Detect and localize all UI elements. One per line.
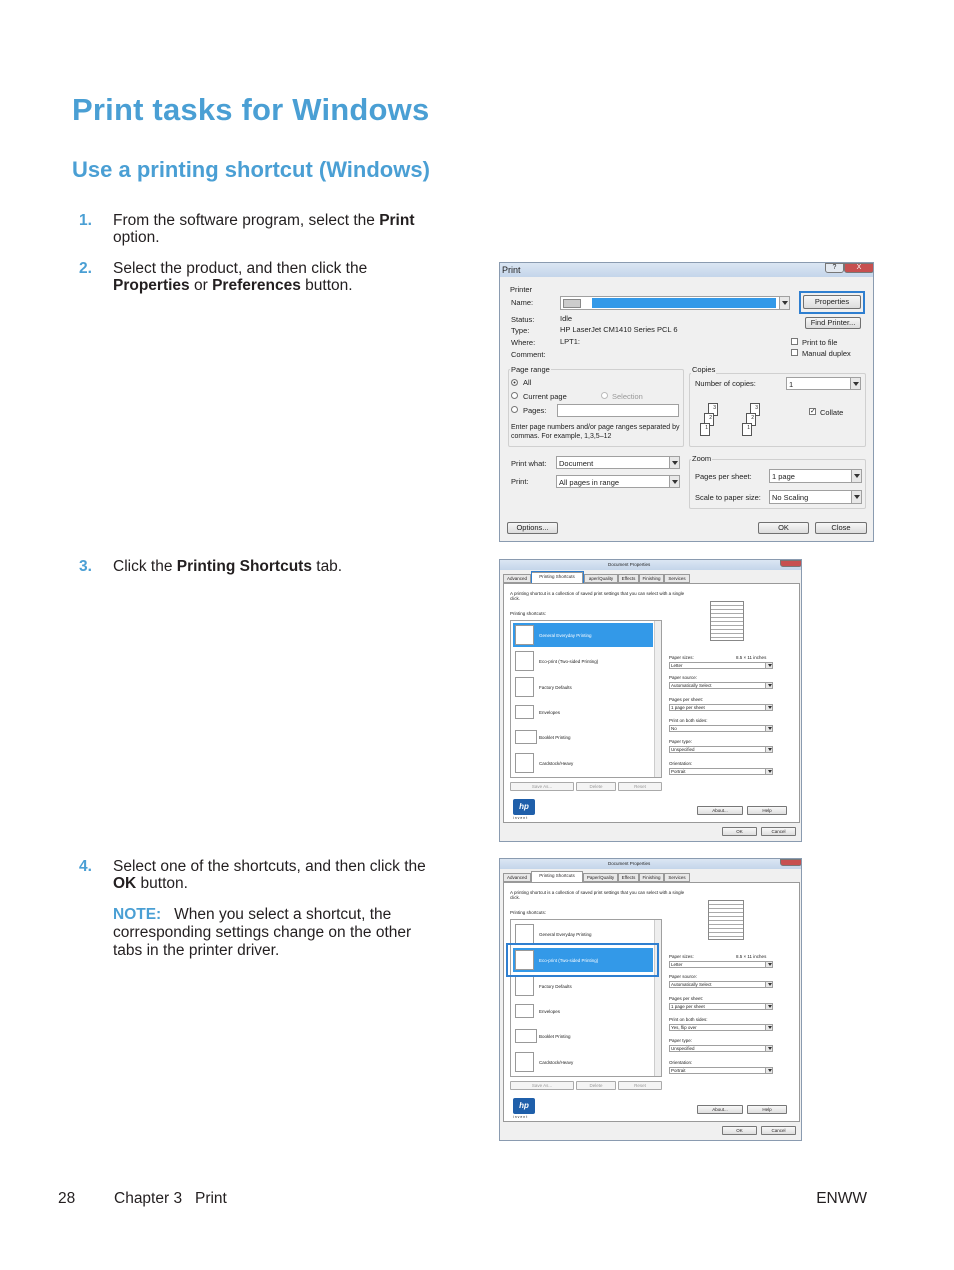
list-item[interactable]: Factory Defaults <box>513 675 653 699</box>
list-item[interactable]: Eco-print (Two-sided Printing) <box>513 948 653 972</box>
footer-right: ENWW <box>816 1190 867 1207</box>
dialog-title: Print <box>502 265 521 275</box>
pages-radio[interactable] <box>511 406 518 413</box>
paper-sizes-dim: 8.5 × 11 inches <box>736 954 767 959</box>
type-label: Type: <box>511 326 530 335</box>
orientation-select[interactable]: Portrait <box>669 1067 773 1074</box>
collate-page-icon: 2 <box>746 413 756 426</box>
orientation-label: Orientation: <box>669 1060 693 1065</box>
cancel-button[interactable]: Cancel <box>761 1126 796 1135</box>
chevron-down-icon <box>765 769 772 774</box>
paper-sizes-dim: 8.5 × 11 inches <box>736 655 767 660</box>
both-sides-select[interactable]: No <box>669 725 773 732</box>
selection-radio[interactable] <box>601 392 608 399</box>
scrollbar[interactable] <box>654 621 661 777</box>
document-icon <box>515 753 534 773</box>
pages-input[interactable] <box>557 404 679 417</box>
chevron-down-icon <box>851 470 861 482</box>
list-item[interactable]: Envelopes <box>513 999 653 1023</box>
step-number: 3. <box>79 558 92 575</box>
tab-printing-shortcuts[interactable]: Printing Shortcuts <box>531 572 583 583</box>
chevron-down-icon <box>765 1004 772 1009</box>
all-label: All <box>523 378 532 387</box>
paper-source-select[interactable]: Automatically Select <box>669 981 773 988</box>
print-what-select[interactable] <box>556 456 680 469</box>
status-label: Status: <box>511 315 535 324</box>
help-button[interactable]: Help <box>747 806 787 815</box>
copies-stepper[interactable] <box>786 377 861 390</box>
close-icon[interactable] <box>780 859 802 866</box>
chevron-down-icon <box>765 726 772 731</box>
intro-text: A printing shortcut is a collection of saved print settings that you can select with a single click. <box>510 890 685 900</box>
shortcuts-label: Printing shortcuts: <box>510 611 547 616</box>
both-sides-label: Print on both sides: <box>669 1017 708 1022</box>
chevron-down-icon <box>765 1068 772 1073</box>
page-range-label: Page range <box>511 365 550 374</box>
chevron-down-icon <box>765 663 772 668</box>
save-as-button[interactable]: Save As... <box>510 1081 574 1090</box>
list-item[interactable]: General Everyday Printing <box>513 922 653 946</box>
reset-button[interactable]: Reset <box>618 782 662 791</box>
spinner-icon[interactable] <box>850 378 860 389</box>
hp-invent: i n v e n t <box>513 816 528 820</box>
pages-per-sheet-label: Pages per sheet: <box>669 697 704 702</box>
collate-page-icon: 1 <box>742 423 752 436</box>
page-title: Print tasks for Windows <box>72 92 430 127</box>
chevron-down-icon <box>765 1046 772 1051</box>
dialog-title: Document Properties <box>608 562 651 567</box>
hp-logo: hp <box>513 799 535 815</box>
help-button[interactable]: Help <box>747 1105 787 1114</box>
pages-per-sheet-select[interactable]: 1 page per sheet <box>669 1003 773 1010</box>
where-label: Where: <box>511 338 536 347</box>
reset-button[interactable]: Reset <box>618 1081 662 1090</box>
name-label: Name: <box>511 298 534 307</box>
list-item[interactable]: Eco-print (Two-sided Printing) <box>513 649 653 673</box>
list-item[interactable]: Booklet Printing <box>513 1024 653 1048</box>
document-icon <box>515 625 534 645</box>
printer-select[interactable] <box>560 296 790 310</box>
booklet-icon <box>515 1029 537 1043</box>
tab-effects[interactable]: Effects <box>618 574 639 583</box>
envelope-icon <box>515 705 534 719</box>
chevron-down-icon <box>765 1025 772 1030</box>
print-value: All pages in range <box>559 478 620 487</box>
note <box>113 906 433 960</box>
pages-per-sheet-label: Pages per sheet: <box>669 996 704 1001</box>
status-value: Idle <box>560 314 573 323</box>
orientation-select[interactable]: Portrait <box>669 768 773 775</box>
tab-advanced[interactable]: Advanced <box>503 574 531 583</box>
paper-type-label: Paper type: <box>669 739 693 744</box>
hp-invent: i n v e n t <box>513 1115 528 1119</box>
step-text: Select one of the shortcuts, and then click the OK button. <box>113 858 426 892</box>
print-to-file-label: Print to file <box>802 338 838 347</box>
print-what-value: Document <box>559 459 594 468</box>
current-page-label: Current page <box>523 392 567 401</box>
paper-size-select[interactable]: Letter <box>669 662 773 669</box>
document-icon <box>515 1052 534 1072</box>
tab-services[interactable]: Services <box>664 873 690 882</box>
comment-label: Comment: <box>511 350 546 359</box>
orientation-label: Orientation: <box>669 761 693 766</box>
print-to-file-checkbox[interactable] <box>791 338 798 345</box>
current-page-radio[interactable] <box>511 392 518 399</box>
chevron-down-icon <box>765 747 772 752</box>
manual-duplex-checkbox[interactable] <box>791 349 798 356</box>
step-number: 2. <box>79 260 92 277</box>
tab-advanced[interactable]: Advanced <box>503 873 531 882</box>
where-value: LPT1: <box>560 337 581 346</box>
chevron-down-icon <box>851 491 861 503</box>
paper-sizes-label: Paper sizes: <box>669 954 694 959</box>
list-item[interactable]: Envelopes <box>513 700 653 724</box>
document-properties-dialog-2 <box>499 858 802 1141</box>
chevron-down-icon <box>765 705 772 710</box>
tab-printing-shortcuts[interactable]: Printing Shortcuts <box>531 871 583 882</box>
chevron-down-icon <box>669 457 679 468</box>
ok-button[interactable]: OK <box>758 522 809 534</box>
scale-value: No Scaling <box>772 493 809 502</box>
title-bar <box>500 560 801 570</box>
chevron-down-icon <box>765 683 772 688</box>
tab-finishing[interactable]: Finishing <box>639 574 664 583</box>
print-select[interactable] <box>556 475 680 488</box>
about-button[interactable]: About... <box>697 806 743 815</box>
paper-source-select[interactable]: Automatically Select <box>669 682 773 689</box>
step-number: 1. <box>79 212 92 229</box>
shortcuts-list <box>510 620 662 778</box>
dialog-title: Document Properties <box>608 861 651 866</box>
collate-label: Collate <box>820 408 844 417</box>
num-copies-label: Number of copies: <box>695 379 756 388</box>
close-icon[interactable] <box>780 560 802 567</box>
list-item[interactable]: Cardstock/Heavy <box>513 1050 653 1074</box>
step-text: From the software program, select the Print option. <box>113 212 415 246</box>
tab-paper-quality[interactable]: Paper/Quality <box>583 873 618 882</box>
save-as-button[interactable]: Save As... <box>510 782 574 791</box>
blank-page-icon <box>515 677 534 697</box>
page-preview <box>708 900 744 940</box>
paper-source-label: Paper source: <box>669 974 698 979</box>
zoom-label: Zoom <box>692 454 712 463</box>
pages-per-sheet-label: Pages per sheet: <box>695 472 752 481</box>
chevron-down-icon <box>765 962 772 967</box>
selection-highlight <box>506 943 659 977</box>
envelope-icon <box>515 1004 534 1018</box>
find-printer-button[interactable]: Find Printer... <box>805 317 861 329</box>
manual-duplex-label: Manual duplex <box>802 349 851 358</box>
footer-chapter: Chapter 3 Print <box>114 1190 227 1207</box>
copies-label: Copies <box>692 365 716 374</box>
paper-sizes-label: Paper sizes: <box>669 655 694 660</box>
print-what-label: Print what: <box>511 459 547 468</box>
shortcuts-label: Printing shortcuts: <box>510 910 547 915</box>
chevron-down-icon <box>669 476 679 487</box>
ok-button[interactable]: OK <box>722 827 757 836</box>
tab-paper-quality[interactable]: aper/Quality <box>584 574 618 583</box>
paper-type-label: Paper type: <box>669 1038 693 1043</box>
chevron-down-icon <box>765 982 772 987</box>
both-sides-label: Print on both sides: <box>669 718 708 723</box>
tab-effects[interactable]: Effects <box>618 873 639 882</box>
step-number: 4. <box>79 858 92 875</box>
section-heading: Use a printing shortcut (Windows) <box>72 157 430 182</box>
print-label: Print: <box>511 477 529 486</box>
print-dialog <box>499 262 874 542</box>
type-value: HP LaserJet CM1410 Series PCL 6 <box>560 325 678 334</box>
title-bar <box>500 263 873 277</box>
list-item[interactable]: Booklet Printing <box>513 725 653 749</box>
printer-group-label: Printer <box>510 285 533 294</box>
scale-select[interactable] <box>769 490 862 504</box>
delete-button[interactable]: Delete <box>576 782 616 791</box>
collate-page-icon: 3 <box>750 403 760 416</box>
document-properties-dialog-1 <box>499 559 802 842</box>
page-preview <box>710 601 744 641</box>
note-text: When you select a shortcut, the corresponding settings change on the other tabs in the printer driver. <box>113 906 412 959</box>
collate-page-icon: 2 <box>704 413 714 426</box>
paper-type-select[interactable]: Unspecified <box>669 746 773 753</box>
list-item[interactable]: Factory Defaults <box>513 974 653 998</box>
step-text: Select the product, and then click the Properties or Preferences button. <box>113 260 368 294</box>
properties-button[interactable]: Properties <box>803 295 861 309</box>
paper-type-select[interactable]: Unspecified <box>669 1045 773 1052</box>
pages-per-sheet-select[interactable] <box>769 469 862 483</box>
ok-button[interactable]: OK <box>722 1126 757 1135</box>
pages-label: Pages: <box>523 406 547 415</box>
collate-checkbox[interactable]: ✓ <box>810 408 816 415</box>
tab-services[interactable]: Services <box>664 574 690 583</box>
scale-label: Scale to paper size: <box>695 493 761 502</box>
both-sides-select[interactable]: Yes, flip over <box>669 1024 773 1031</box>
title-bar <box>500 859 801 869</box>
close-button[interactable]: Close <box>815 522 867 534</box>
document-icon <box>515 651 534 671</box>
paper-source-label: Paper source: <box>669 675 698 680</box>
range-help-text: Enter page numbers and/or page ranges separated by commas. For example, 1,3,5–12 <box>511 424 680 440</box>
about-button[interactable]: About... <box>697 1105 743 1114</box>
copies-value: 1 <box>789 380 794 389</box>
page-number: 28 <box>58 1190 76 1207</box>
blank-page-icon <box>515 976 534 996</box>
list-item[interactable]: Cardstock/Heavy <box>513 751 653 775</box>
pages-per-sheet-select[interactable]: 1 page per sheet <box>669 704 773 711</box>
collate-page-icon: 1 <box>700 423 710 436</box>
hp-logo: hp <box>513 1098 535 1114</box>
step-text: Click the Printing Shortcuts tab. <box>113 558 343 575</box>
intro-text: A printing shortcut is a collection of saved print settings that you can select with a single click. <box>510 591 685 601</box>
collate-page-icon: 3 <box>708 403 718 416</box>
booklet-icon <box>515 730 537 744</box>
document-icon <box>515 924 534 944</box>
delete-button[interactable]: Delete <box>576 1081 616 1090</box>
all-radio[interactable] <box>511 379 518 386</box>
note-label: NOTE: <box>113 906 162 923</box>
printer-selected-highlight <box>592 298 776 308</box>
selection-label: Selection <box>612 392 643 401</box>
close-icon[interactable]: X <box>844 263 874 273</box>
cancel-button[interactable]: Cancel <box>761 827 796 836</box>
paper-size-select[interactable]: Letter <box>669 961 773 968</box>
options-button[interactable]: Options... <box>507 522 558 534</box>
list-item[interactable]: General Everyday Printing <box>513 623 653 647</box>
pages-per-sheet-value: 1 page <box>772 472 795 481</box>
help-button[interactable]: ? <box>825 263 844 273</box>
tab-finishing[interactable]: Finishing <box>639 873 664 882</box>
printer-icon <box>563 299 581 308</box>
chevron-down-icon <box>779 297 789 309</box>
